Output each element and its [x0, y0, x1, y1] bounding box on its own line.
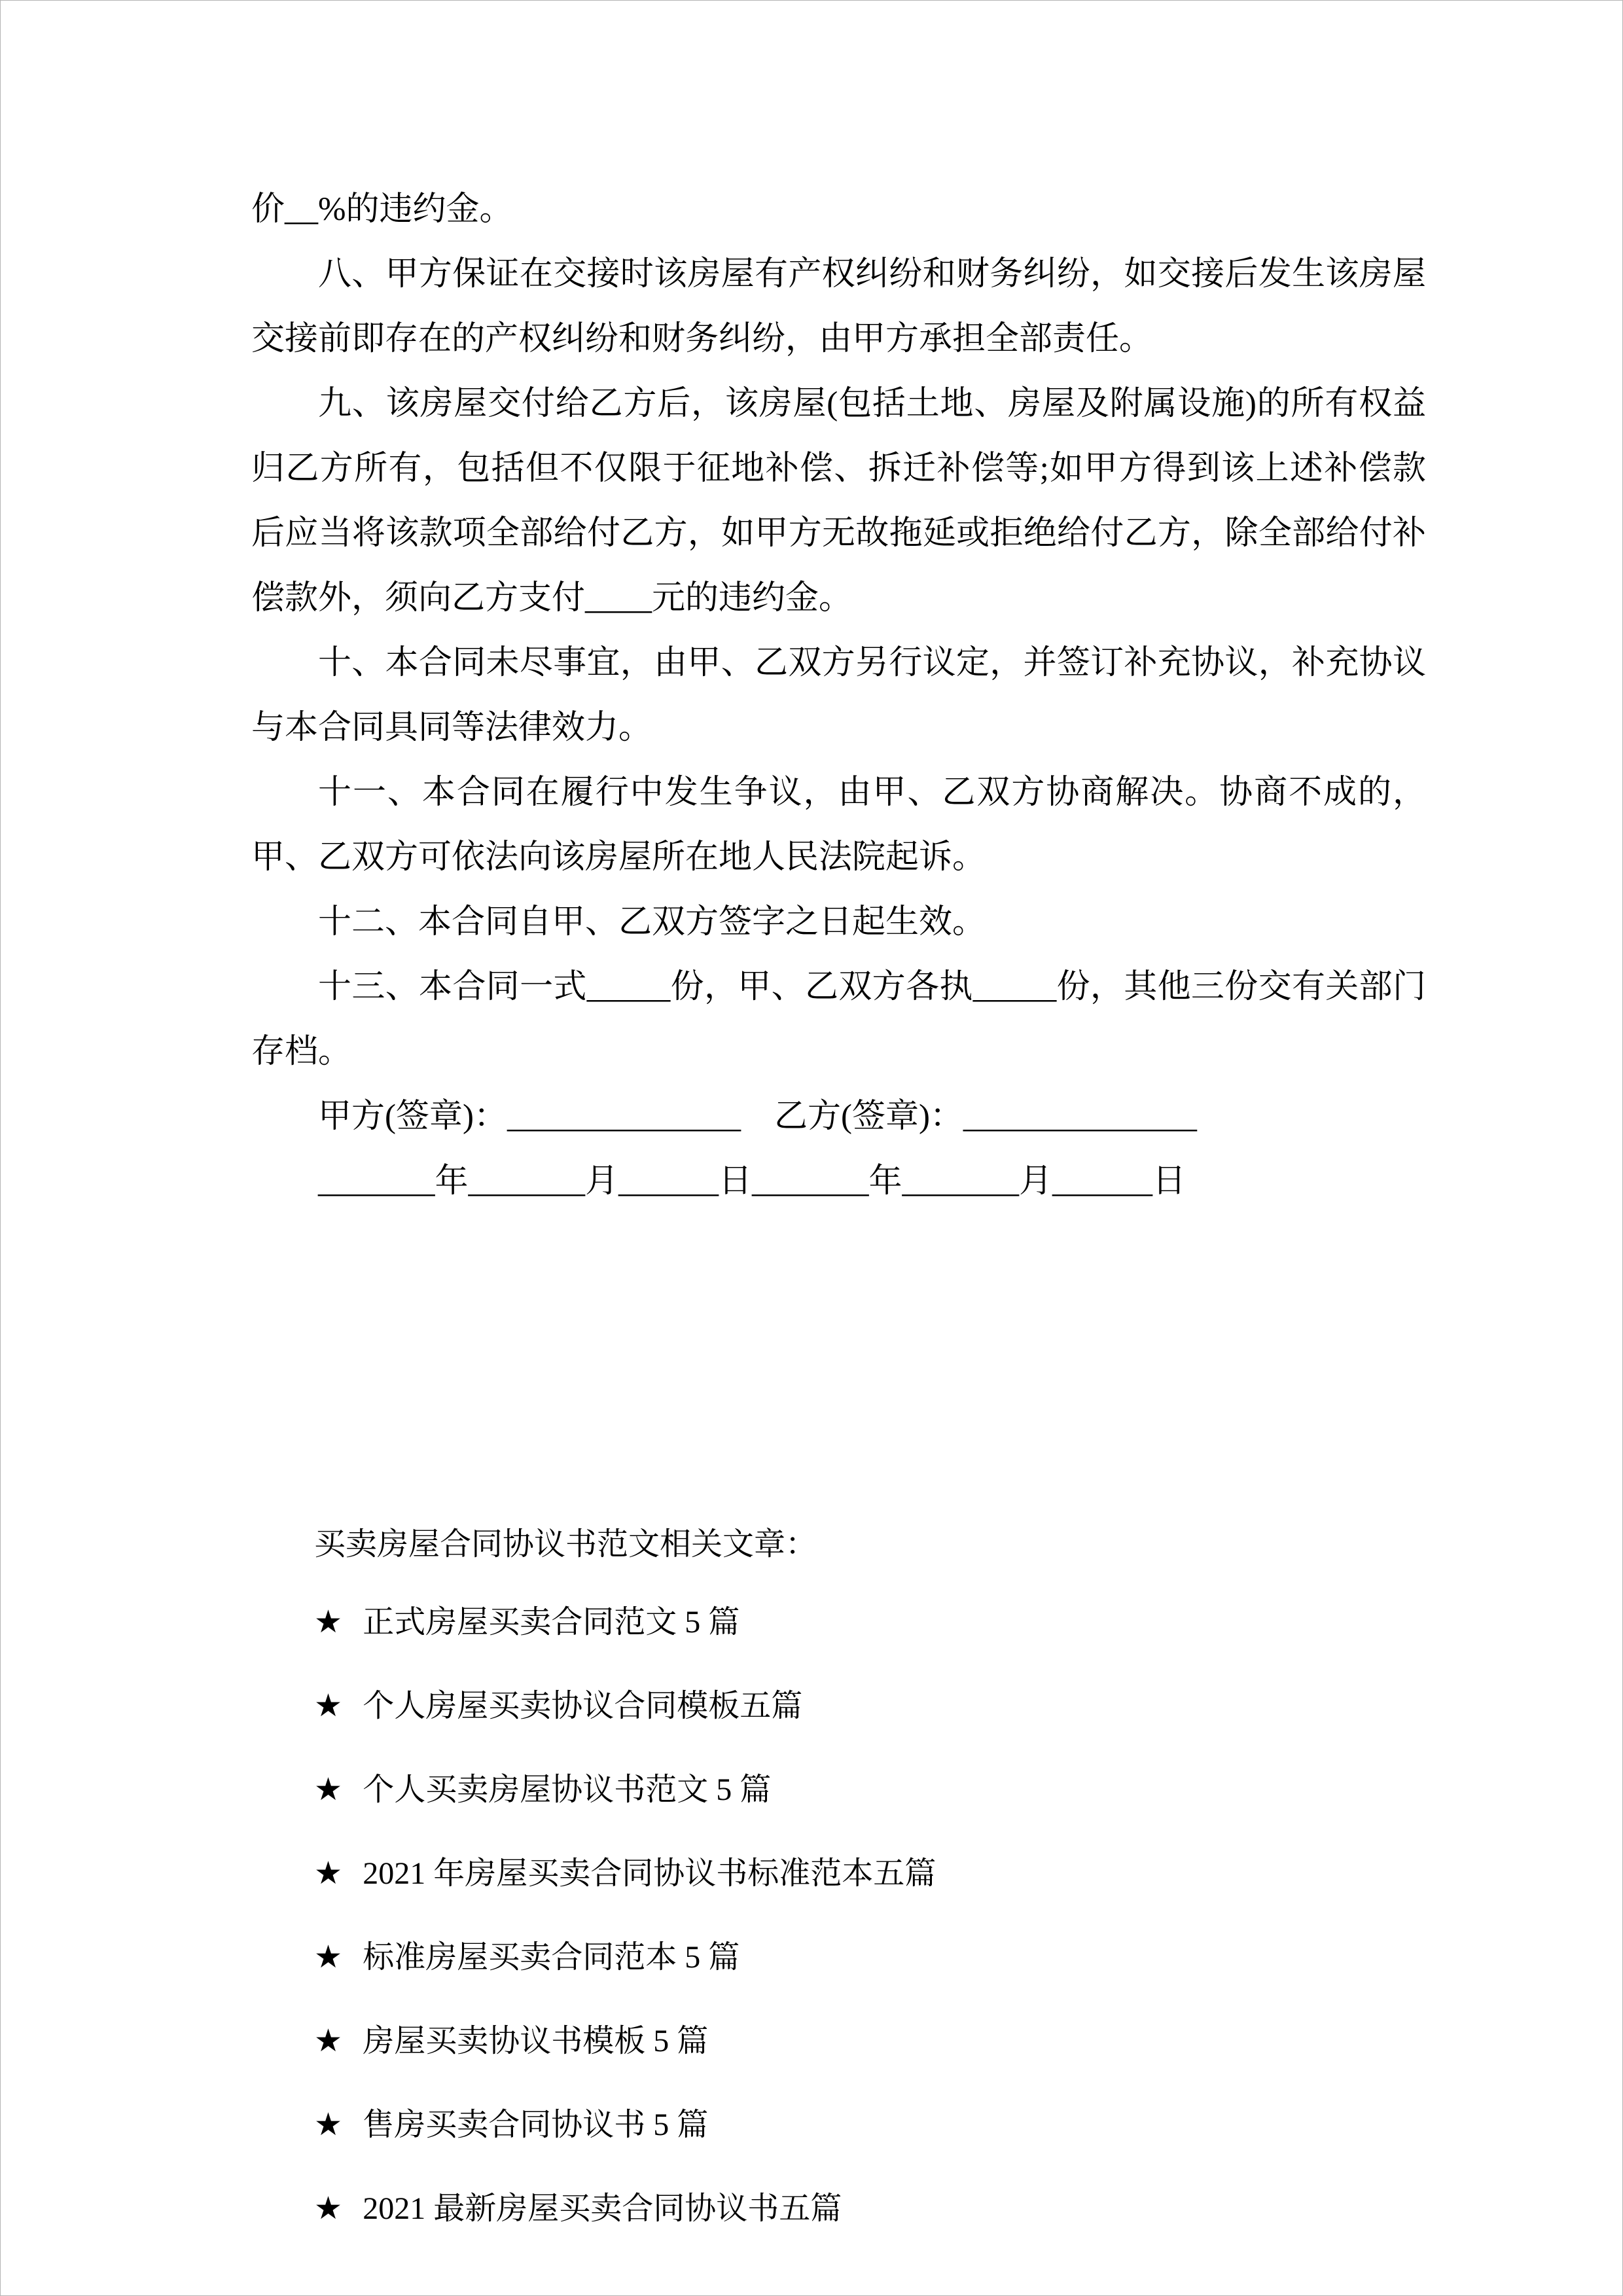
star-icon: ★	[314, 1940, 343, 1975]
related-article-item	[251, 2000, 1426, 2083]
related-article-label: 2021 年房屋买卖合同协议书标准范本五篇	[363, 1856, 936, 1891]
paragraph-clause-9: 九、该房屋交付给乙方后，该房屋(包括土地、房屋及附属设施)的所有权益归乙方所有，包括但不仅限于征地补偿、拆迁补偿等;如甲方得到该上述补偿款后应当将该款项全部给付乙方，如甲方无故拖延或拒绝给付乙方，除全部给付补偿款外，须向乙方支付____元的违约金。	[251, 386, 1426, 617]
paragraph-penalty-carryover: 价__%的违约金。	[251, 191, 513, 228]
star-icon: ★	[314, 2108, 343, 2142]
related-article-label: 房屋买卖协议书模板 5 篇	[363, 2024, 709, 2058]
related-article-item	[251, 1664, 1426, 1748]
paragraph-clause-13: 十三、本合同一式_____份，甲、乙双方各执_____份，其他三份交有关部门存档。	[251, 969, 1426, 1070]
star-icon: ★	[314, 1689, 343, 1723]
related-articles-list	[251, 1581, 1426, 2251]
paragraph-clause-8: 八、甲方保证在交接时该房屋有产权纠纷和财务纠纷，如交接后发生该房屋交接前即存在的产权纠纷和财务纠纷，由甲方承担全部责任。	[251, 256, 1426, 357]
related-article-item	[251, 1916, 1426, 2000]
related-article-item	[251, 2167, 1426, 2251]
paragraph-clause-12: 十二、本合同自甲、乙双方签字之日起生效。	[318, 904, 986, 941]
section-spacer	[251, 1214, 1426, 1509]
star-icon: ★	[314, 1772, 343, 1807]
star-icon: ★	[314, 1605, 343, 1640]
paragraph-clause-11: 十一、本合同在履行中发生争议，由甲、乙双方协商解决。协商不成的，甲、乙双方可依法向该房屋所在地人民法院起诉。	[251, 774, 1426, 876]
related-article-label: 个人买卖房屋协议书范文 5 篇	[363, 1772, 772, 1807]
signature-line: 甲方(签章)：______________ 乙方(签章)：______________	[318, 1098, 1197, 1135]
related-article-label: 个人房屋买卖协议合同模板五篇	[363, 1689, 803, 1723]
paragraph-clause-10: 十、本合同未尽事宜，由甲、乙双方另行议定，并签订补充协议，补充协议与本合同具同等法律效力。	[251, 645, 1426, 746]
related-article-item	[251, 2083, 1426, 2167]
related-article-label: 2021 最新房屋买卖合同协议书五篇	[363, 2191, 842, 2226]
star-icon: ★	[314, 2024, 343, 2058]
star-icon: ★	[314, 2191, 343, 2226]
related-article-label: 正式房屋买卖合同范文 5 篇	[363, 1605, 740, 1640]
related-article-label: 售房买卖合同协议书 5 篇	[363, 2108, 709, 2142]
star-icon: ★	[314, 1856, 343, 1891]
related-article-item	[251, 1581, 1426, 1664]
related-article-item	[251, 1748, 1426, 1832]
related-article-label: 标准房屋买卖合同范本 5 篇	[363, 1940, 740, 1975]
document-body	[1, 1, 1622, 2251]
related-article-item	[251, 1832, 1426, 1916]
date-line: _______年_______月______日_______年_______月______日	[318, 1163, 1186, 1200]
related-articles-heading: 买卖房屋合同协议书范文相关文章：	[314, 1527, 817, 1562]
